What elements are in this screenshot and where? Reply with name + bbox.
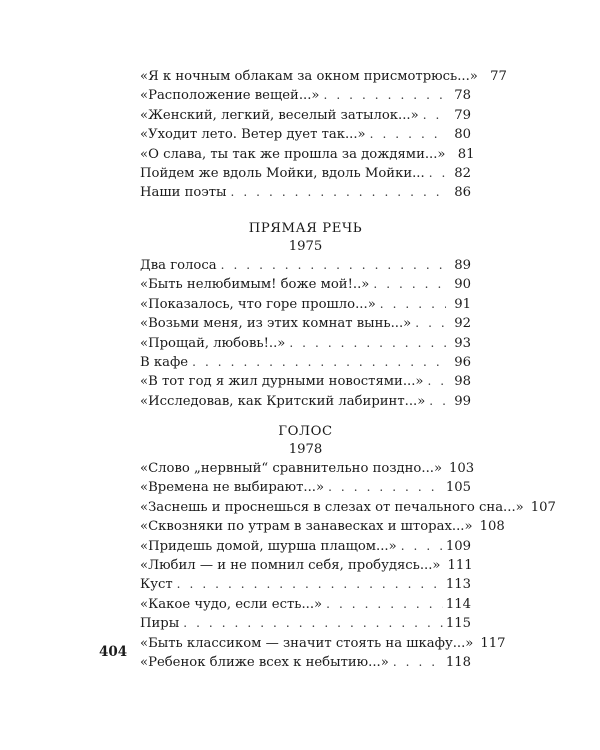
section-year: 1978 bbox=[288, 442, 323, 457]
toc-entry-page: 115 bbox=[445, 616, 471, 632]
toc-entry-page: 107 bbox=[530, 499, 556, 515]
toc-entry bbox=[140, 314, 471, 333]
toc-entry-title: «Времена не выбирают...» bbox=[140, 480, 325, 496]
toc-entry-title: «Показалось, что горе прошло...» bbox=[140, 296, 376, 312]
toc-entry-page: 113 bbox=[445, 577, 471, 593]
toc-entry-title: «Женский, легкий, веселый затылок...» bbox=[140, 107, 419, 123]
toc-entry-title: «Слово „нервный“ сравнительно поздно...» bbox=[140, 461, 443, 476]
dot-leader bbox=[393, 653, 443, 672]
dot-leader bbox=[423, 106, 446, 125]
toc-entry-page: 108 bbox=[479, 519, 505, 535]
dot-leader bbox=[177, 575, 443, 594]
toc-entry-title: «Быть классиком — значит стоять на шкафу...» bbox=[140, 635, 474, 651]
toc-entry-title: Пойдем же вдоль Мойки, вдоль Мойки... bbox=[140, 165, 425, 181]
toc-entry-page: 105 bbox=[445, 480, 471, 496]
toc-entry-page: 92 bbox=[454, 316, 471, 332]
toc-entry-page: 81 bbox=[457, 146, 475, 162]
toc-block-section-2 bbox=[140, 459, 556, 672]
toc-entry-page: 82 bbox=[454, 165, 471, 181]
section-title: ГОЛОС bbox=[278, 424, 333, 439]
toc-entry-page: 99 bbox=[454, 393, 471, 409]
toc-entry-page: 90 bbox=[454, 277, 471, 293]
toc-entry-title: Куст bbox=[140, 577, 173, 593]
toc-entry-title: «Исследовав, как Критский лабиринт...» bbox=[140, 393, 426, 409]
toc-entry bbox=[140, 164, 471, 183]
toc-entry bbox=[140, 106, 471, 125]
toc-entry bbox=[140, 145, 475, 164]
toc-entry bbox=[140, 67, 507, 86]
toc-entry-page: 96 bbox=[454, 354, 471, 370]
toc-entry bbox=[140, 556, 471, 575]
toc-entry bbox=[140, 459, 475, 478]
dot-leader bbox=[380, 295, 446, 314]
toc-entry-title: В кафе bbox=[140, 354, 189, 370]
dot-leader bbox=[221, 256, 446, 275]
toc-entry-title: «Я к ночным облакам за окном присмотрюсь...» bbox=[140, 69, 478, 84]
toc-entry bbox=[140, 86, 471, 105]
toc-entry-title: «Заснешь и проснешься в слезах от печального сна...» bbox=[140, 499, 524, 515]
toc-entry bbox=[140, 353, 471, 372]
toc-entry bbox=[140, 183, 471, 202]
toc-entry bbox=[140, 498, 556, 517]
toc-entry-title: «Ребенок ближе всех к небытию...» bbox=[140, 654, 389, 670]
toc-entry-title: «Какое чудо, если есть...» bbox=[140, 596, 323, 612]
toc-entry bbox=[140, 517, 505, 536]
toc-block-section-1 bbox=[140, 256, 471, 411]
toc-entry-page: 86 bbox=[454, 185, 471, 201]
toc-entry-title: Наши поэты bbox=[140, 185, 227, 201]
section-header bbox=[140, 423, 471, 459]
dot-leader bbox=[373, 275, 446, 294]
section-title: ПРЯМАЯ РЕЧЬ bbox=[248, 221, 363, 236]
toc-entry-title: «Быть нелюбимым! боже мой!..» bbox=[140, 277, 370, 293]
toc-entry-page: 89 bbox=[454, 258, 471, 273]
toc-entry-title: «Любил — и не помнил себя, пробудясь...» bbox=[140, 557, 441, 573]
section-year: 1975 bbox=[288, 239, 323, 254]
toc-entry-page: 78 bbox=[454, 88, 471, 104]
toc-entry bbox=[140, 372, 471, 391]
toc-entry-title: Два голоса bbox=[140, 258, 217, 273]
toc-entry bbox=[140, 634, 506, 653]
toc-entry-title: «Придешь домой, шурша плащом...» bbox=[140, 538, 397, 554]
toc-entry bbox=[140, 392, 471, 411]
page-number: 404 bbox=[99, 644, 128, 660]
toc-entry-title: Пиры bbox=[140, 616, 180, 632]
dot-leader bbox=[429, 392, 446, 411]
dot-leader bbox=[192, 353, 446, 372]
dot-leader bbox=[231, 183, 446, 202]
dot-leader bbox=[323, 86, 446, 105]
toc-entry bbox=[140, 478, 471, 497]
toc-entry-title: «Расположение вещей...» bbox=[140, 88, 320, 104]
toc-entry bbox=[140, 614, 471, 633]
dot-leader bbox=[401, 537, 443, 556]
dot-leader bbox=[328, 478, 443, 497]
dot-leader bbox=[183, 614, 443, 633]
toc-entry-title: «Прощай, любовь!..» bbox=[140, 335, 286, 351]
toc-entry-page: 111 bbox=[447, 557, 473, 573]
toc-entry-title: «Сквозняки по утрам в занавесках и шторах...» bbox=[140, 519, 473, 535]
toc-entry-title: «Возьми меня, из этих комнат вынь...» bbox=[140, 316, 412, 332]
toc-entry bbox=[140, 575, 471, 594]
dot-leader bbox=[370, 125, 446, 144]
dot-leader bbox=[326, 595, 443, 614]
dot-leader bbox=[427, 372, 446, 391]
toc-entry-page: 79 bbox=[454, 107, 471, 123]
toc-entry-title: «В тот год я жил дурными новостями...» bbox=[140, 374, 424, 390]
toc-entry bbox=[140, 334, 471, 353]
toc-entry-page: 98 bbox=[454, 374, 471, 390]
toc-entry bbox=[140, 537, 471, 556]
toc-entry-page: 114 bbox=[445, 596, 471, 612]
toc-entry-title: «Уходит лето. Ветер дует так...» bbox=[140, 127, 366, 143]
toc-entry-page: 77 bbox=[490, 69, 507, 84]
dot-leader bbox=[289, 334, 446, 353]
toc-entry-page: 91 bbox=[454, 296, 471, 312]
toc-entry bbox=[140, 295, 471, 314]
toc-entry-page: 109 bbox=[445, 538, 471, 554]
section-header bbox=[140, 220, 471, 256]
toc-entry-page: 118 bbox=[445, 654, 471, 670]
toc-entry-title: «О слава, ты так же прошла за дождями...» bbox=[140, 146, 446, 162]
toc-entry-page: 80 bbox=[454, 127, 471, 143]
toc-entry bbox=[140, 595, 471, 614]
toc-entry bbox=[140, 256, 471, 275]
toc-entry bbox=[140, 653, 471, 672]
toc-entry-page: 93 bbox=[454, 335, 471, 351]
toc-entry bbox=[140, 275, 471, 294]
toc-entry-page: 117 bbox=[480, 635, 506, 651]
toc-block-continued bbox=[140, 67, 507, 203]
dot-leader bbox=[429, 164, 446, 183]
dot-leader bbox=[415, 314, 446, 333]
toc-entry bbox=[140, 125, 471, 144]
toc-entry-page: 103 bbox=[449, 461, 475, 476]
